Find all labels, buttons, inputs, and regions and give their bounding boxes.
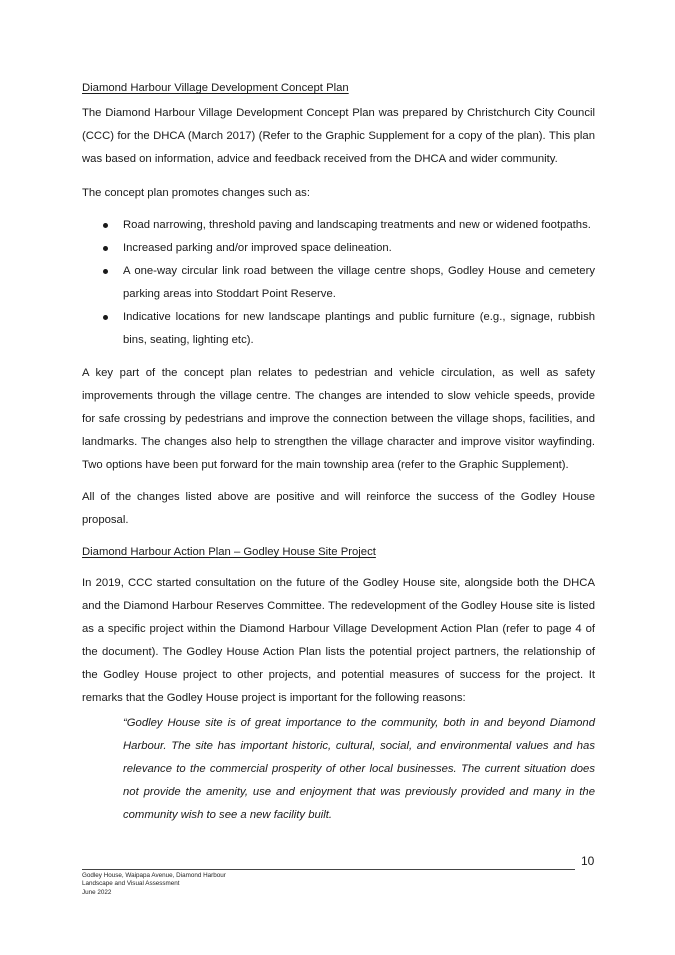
paragraph-circulation: A key part of the concept plan relates to pedestrian and vehicle circulation, as well as safety improvements through the village centre. The changes are intended to slow vehicle speeds, provide for safe crossing by pedestrians and improve the connection between the village shops, facilities, and landmarks. The changes also help to strengthen the village character and improve visitor wayfinding. Two options have been put forward for the main township area (refer to the Graphic Supplement). xyxy=(82,367,595,471)
paragraph-changes-positive: All of the changes listed above are positive and will reinforce the success of the Godley House proposal. xyxy=(82,491,595,526)
footer-line-date: June 2022 xyxy=(82,888,112,896)
bullet-icon xyxy=(103,246,108,251)
bullet-item xyxy=(82,214,595,237)
bullet-text: Indicative locations for new landscape plantings and public furniture (e.g., signage, rubbish bins, seating, lighting etc). xyxy=(123,311,595,346)
bullet-text: A one-way circular link road between the village centre shops, Godley House and cemetery parking areas into Stoddart Point Reserve. xyxy=(123,265,595,300)
bullet-item xyxy=(82,306,595,352)
page-number: 10 xyxy=(581,854,595,868)
paragraph-concept-plan-intro: The Diamond Harbour Village Development Concept Plan was prepared by Christchurch City Council (CCC) for the DHCA (March 2017) (Refer to the Graphic Supplement for a copy of the plan). This plan was based on information, advice and feedback received from the DHCA and wider community. xyxy=(82,107,595,165)
footer-line-report-title: Landscape and Visual Assessment xyxy=(82,880,180,888)
bullet-item xyxy=(82,260,595,306)
paragraph-concept-plan-promotes: The concept plan promotes changes such as: xyxy=(82,187,310,199)
footer-divider xyxy=(82,869,575,870)
bullet-icon xyxy=(103,269,108,274)
section-heading-concept-plan: Diamond Harbour Village Development Concept Plan xyxy=(82,82,349,94)
bullet-icon xyxy=(103,315,108,320)
footer xyxy=(82,872,226,897)
block-quote: “Godley House site is of great importance to the community, both in and beyond Diamond Harbour. The site has important historic, cultural, social, and environmental values and has relevance to the commercial prosperity of other local businesses. The current situation does not provide the amenity, use and enjoyment that was previously provided and many in the community wish to see a new facility built. xyxy=(123,717,595,821)
bullet-item xyxy=(82,237,595,260)
bullet-text: Increased parking and/or improved space delineation. xyxy=(123,242,392,254)
section-heading-action-plan: Diamond Harbour Action Plan – Godley House Site Project xyxy=(82,546,376,558)
bullet-text: Road narrowing, threshold paving and landscaping treatments and new or widened footpaths. xyxy=(123,219,591,231)
paragraph-action-plan: In 2019, CCC started consultation on the future of the Godley House site, alongside both the DHCA and the Diamond Harbour Reserves Committee. The redevelopment of the Godley House site is listed as a specific project within the Diamond Harbour Village Development Action Plan (refer to page 4 of the document). The Godley House Action Plan lists the potential project partners, the relationship of the Godley House project to other projects, and potential measures of success for the project. It remarks that the Godley House project is important for the following reasons: xyxy=(82,577,595,704)
bullet-icon xyxy=(103,223,108,228)
concept-plan-bullet-list xyxy=(82,214,595,352)
footer-line-location: Godley House, Waipapa Avenue, Diamond Harbour xyxy=(82,872,226,879)
